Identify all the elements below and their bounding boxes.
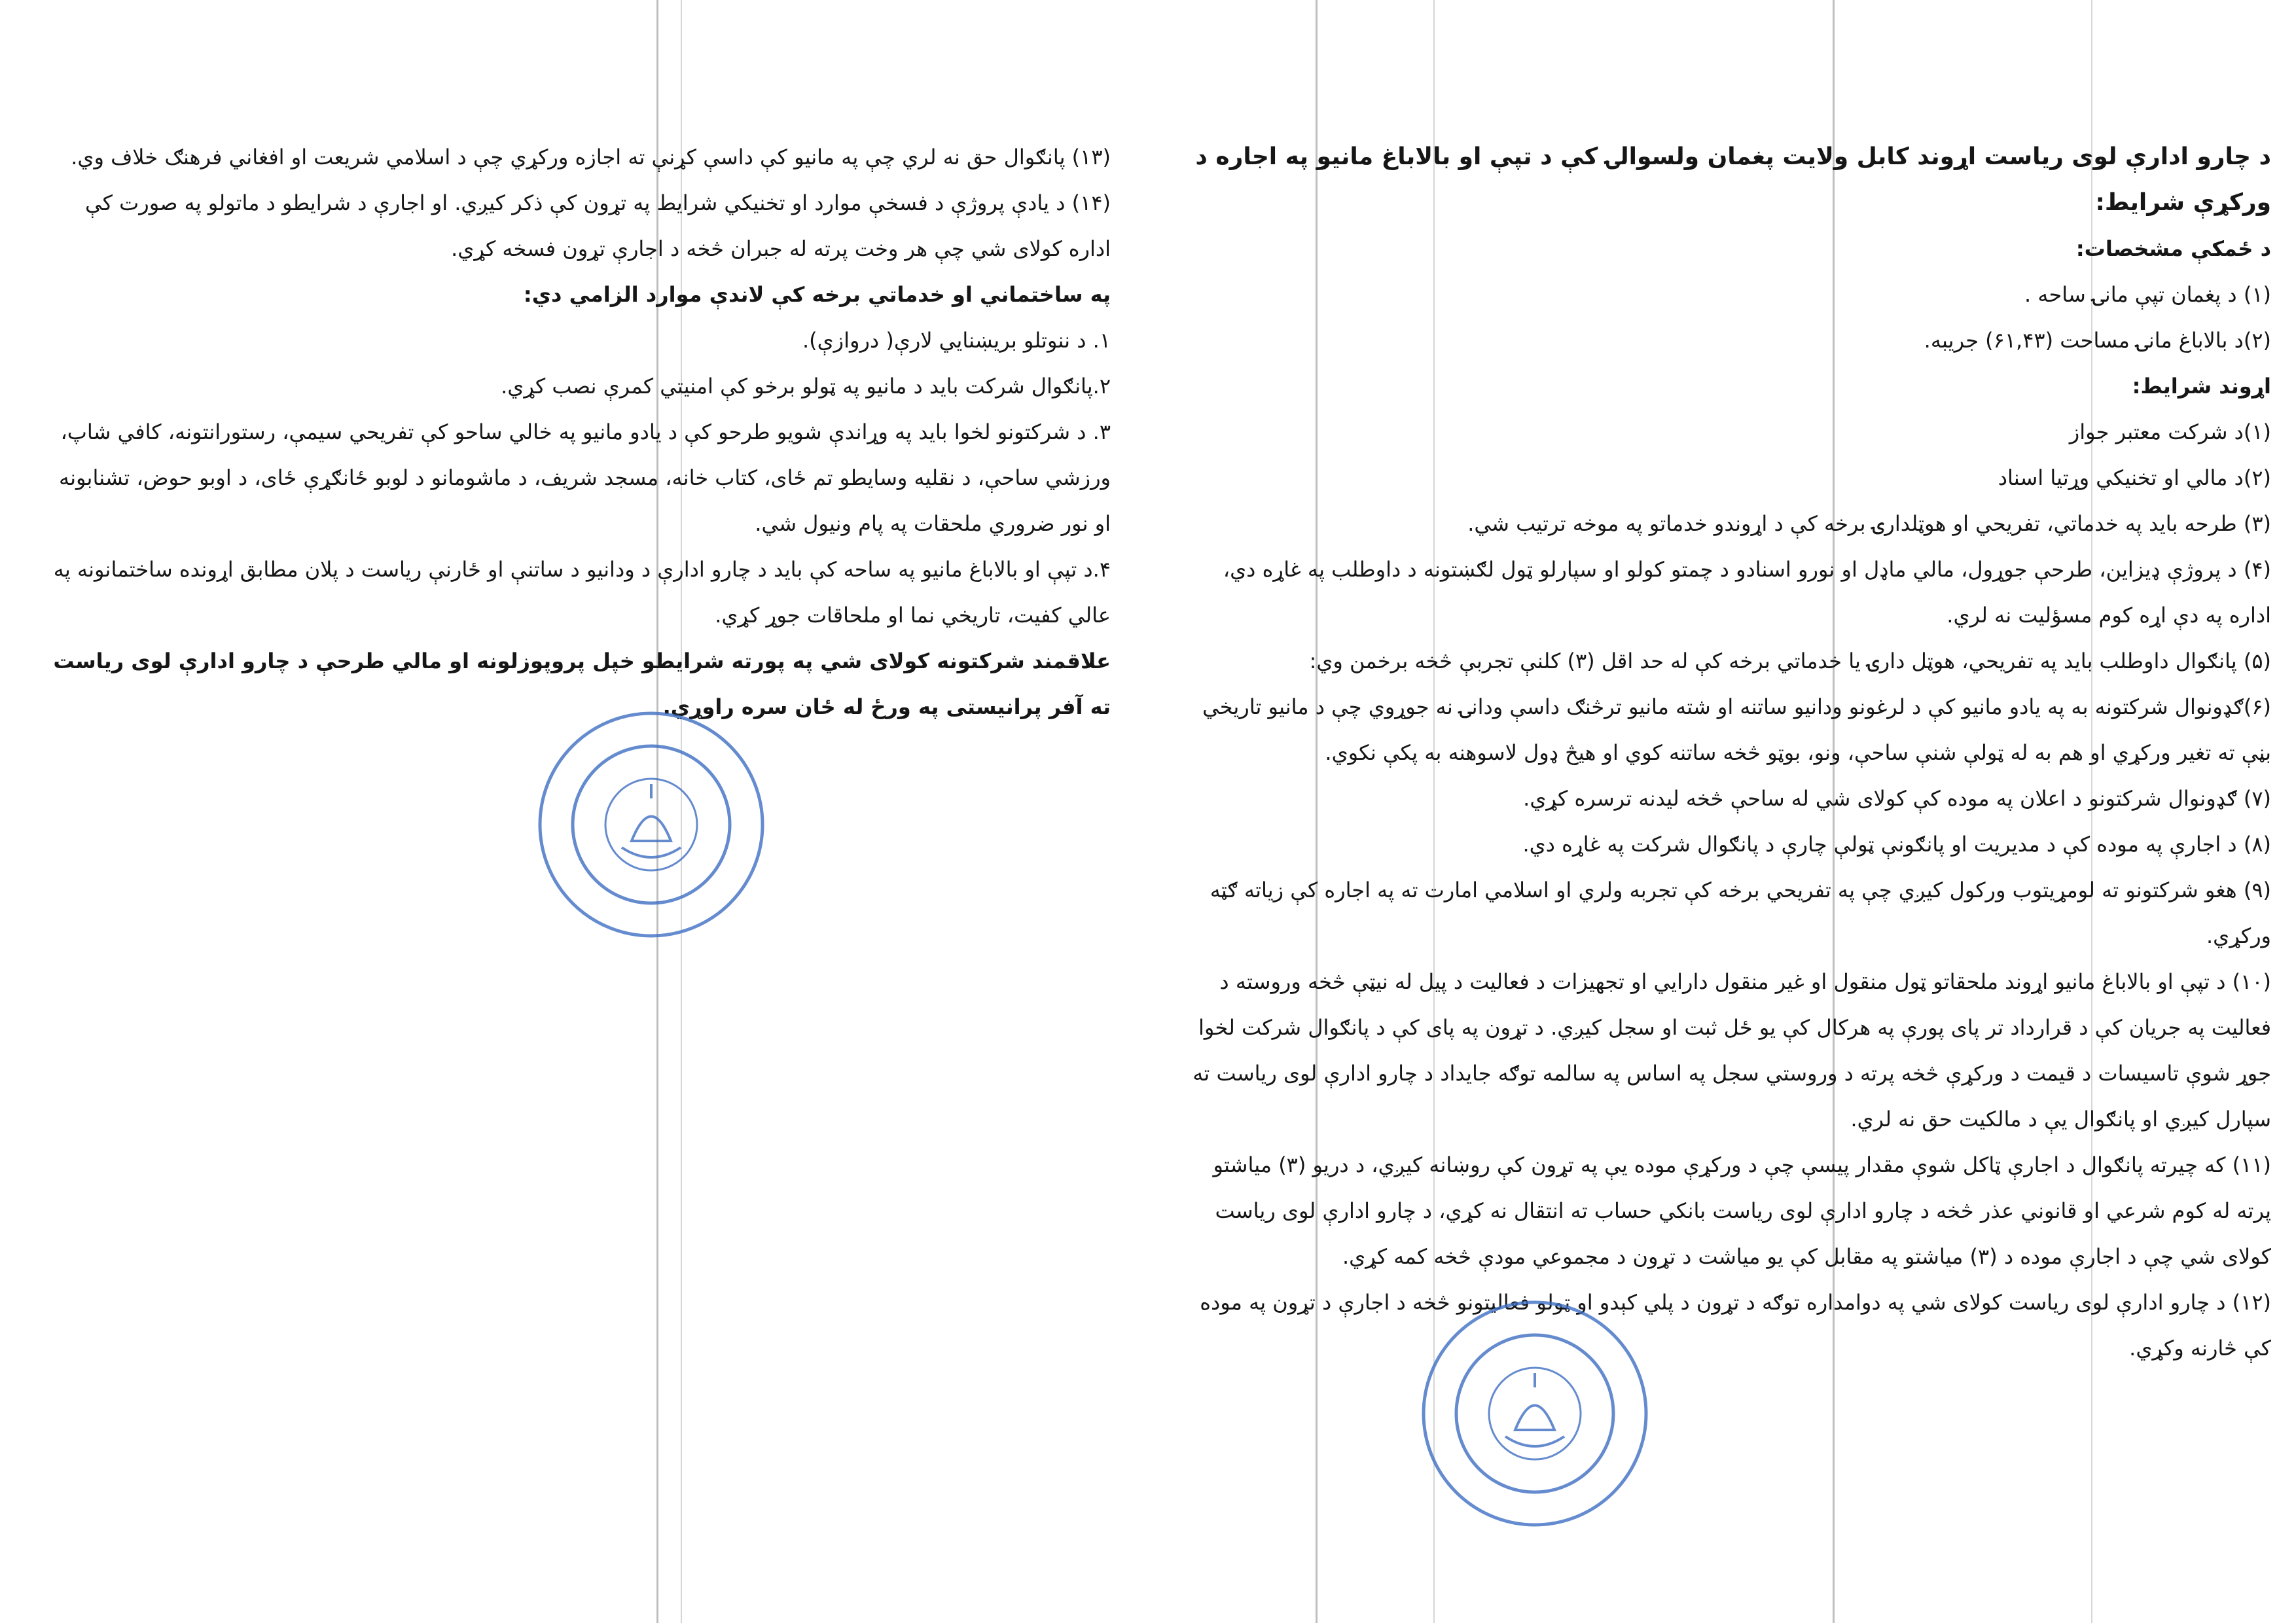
construction-item: ۱. د ننوتلو بریښنایي لارې( دروازې). <box>802 328 1111 353</box>
condition-item: (۱۱) که چیرته پانګوال د اجارې ټاکل شوې مقدار پیسې چې د ورکړې موده یې په تړون کې روښانه کیږي، د دریو (۳) میاشتو پرته له کوم شرعي او قانوني عذر څخه د چارو ادارې لوی ریاست بانکي حساب ته انتقال نه کړي، د چارو ادارې لوی ریاست کولای شي چې د اجارې موده د (۳) میاشتو په مقابل کې یو میاشت د تړون د مجموعي مودې څخه کمه کړي. <box>1213 1152 2271 1269</box>
stamp-seal-icon <box>1417 1296 1653 1531</box>
construction-item: ۲.پانګوال شرکت باید د مانیو په ټولو برخو کې امنیتي کمرې نصب کړي. <box>501 374 1111 399</box>
condition-item: (۲)د مالي او تخنیکي وړتیا اسناد <box>1998 465 2271 490</box>
condition-item: (۱۲) د چارو ادارې لوی ریاست کولای شي په دوامداره توګه د تړون د پلي کېدو او ټولو فعالیتونو څخه د اجارې د تړون په موده کې څارنه وکړي. <box>1200 1290 2271 1361</box>
condition-item: (۴) د پروژې ډیزاین، طرحې جوړول، مالي ماډل او نورو اسنادو د چمتو کولو او سپارلو ټول لګښتونه د داوطلب په غاړه دي، اداره په دې اړه کوم مسؤلیت نه لري. <box>1223 557 2271 628</box>
condition-item: (۵) پانګوال داوطلب باید په تفریحي، هوټل دارۍ یا خدماتي برخه کې له حد اقل (۳) کلنې تجربې څخه برخمن وي: <box>1309 649 2271 673</box>
condition-item: (۳) طرحه باید په خدماتي، تفریحي او هوټلدارۍ برخه کې د اړوندو خدماتو په موخه ترتیب شي. <box>1467 511 2271 536</box>
document-title: د چارو ادارې لوی ریاست اړوند کابل ولایت پغمان ولسوالۍ کې د تپې او بالاباغ مانیو په اجاره د ورکړې شرایط: <box>1195 143 2271 216</box>
condition-item: (۱)د شرکت معتبر جواز <box>2069 419 2271 444</box>
specs-heading: د ځمکې مشخصات: <box>2075 236 2271 261</box>
condition-item: (۷) ګډونوال شرکتونو د اعلان په موده کې کولای شي له ساحې څخه لیدنه ترسره کړي. <box>1523 786 2271 811</box>
construction-item: ۴.د تپې او بالاباغ مانیو په ساحه کې باید د چارو ادارې د ودانیو د ساتنې او ځارنې ریاست د پلان مطابق اړونده ساختمانونه په عالي کفیت، تاریخي نما او ملحاقات جوړ کړي. <box>53 557 1111 628</box>
condition-item: (۱۳) پانګوال حق نه لري چې په مانیو کې داسې کړنې ته اجازه ورکړي چې د اسلامي شریعت او افغاني فرهنګ خلاف وي. <box>71 145 1111 169</box>
right-page <box>1181 134 2271 1371</box>
condition-item: (۶)ګډونوال شرکتونه به په یادو مانیو کې د لرغونو ودانیو ساتنه او شته مانیو ترڅنګ داسې ودانۍ نه جوړوي چې د مانیو تاریخي بڼې ته تغیر ورکړي او هم به له ټولې شنې ساحې، ونو، بوټو څخه ساتنه کوي او هیڅ ډول لاسوهنه به پکې نکوي. <box>1202 694 2271 765</box>
spec-item: (۲)د بالاباغ مانۍ مساحت (۶۱,۴۳) جریبه. <box>1924 328 2271 353</box>
spec-item: (۱) د پغمان تپې مانۍ ساحه . <box>2024 282 2271 307</box>
construction-heading: په ساختماني او خدماتي برخه کې لاندې موارد الزامي دي: <box>523 282 1111 307</box>
official-stamp <box>1417 1296 1653 1531</box>
closing-statement: علاقمند شرکتونه کولای شي په پورته شرایطو خپل پروپوزلونه او مالي طرحې د چارو ادارې لوی ریاست ته آفر پرانیستی په ورځ له ځان سره راوړي. <box>53 649 1111 719</box>
condition-item: (۱۴) د یادې پروژې د فسخې موارد او تخنیکي شرایط په تړون کې ذکر کیږي. او اجارې د شرایطو د ماتولو په صورت کې اداره کولای شي چې هر وخت پرته له جبران څخه د اجارې تړون فسخه کړي. <box>85 190 1111 261</box>
condition-item: (۸) د اجارې په موده کې د مدیریت او پانګونې ټولې چارې د پانګوال شرکت په غاړه دي. <box>1522 832 2271 857</box>
conditions-heading: اړوند شرایط: <box>2132 374 2271 399</box>
construction-item: ۳. د شرکتونو لخوا باید په وړاندې شویو طرحو کې د یادو مانیو په خالي ساحو کې تفریحي سیمې، رستورانتونه، کافي شاپ، ورزشي ساحې، د نقلیه وسایطو تم ځای، کتاب خانه، مسجد شریف، د ماشومانو د لوبو ځانګړې ځای، د اوبو حوض، تشنابونه او نور ضروري ملحقات په پام ونیول شي. <box>58 419 1111 536</box>
stamp-seal-icon <box>533 707 769 942</box>
left-page <box>47 134 1111 730</box>
condition-item: (۱۰) د تپې او بالاباغ مانیو اړوند ملحقاتو ټول منقول او غیر منقول دارایي او تجهیزات د فعالیت د پیل له نیټې څخه وروسته د فعالیت په جریان کې د قرارداد تر پای پورې په هرکال کې یو ځل ثبت او سجل کیږي. د تړون په پای کې د پانګوال شرکت لخوا جوړ شوې تاسیسات د قیمت د ورکړې څخه پرته د وروستي سجل په اساس په سالمه توګه جایداد د چارو ادارې لوی ریاست ته سپارل کیږي او پانګوال یې د مالکیت حق نه لري. <box>1193 969 2271 1132</box>
condition-item: (۹) هغو شرکتونو ته لومړیتوب ورکول کیږي چې په تفریحي برخه کې تجربه ولري او اسلامي امارت ته په اجاره کې زیاته ګټه ورکړي. <box>1210 878 2271 948</box>
official-stamp <box>533 707 769 942</box>
